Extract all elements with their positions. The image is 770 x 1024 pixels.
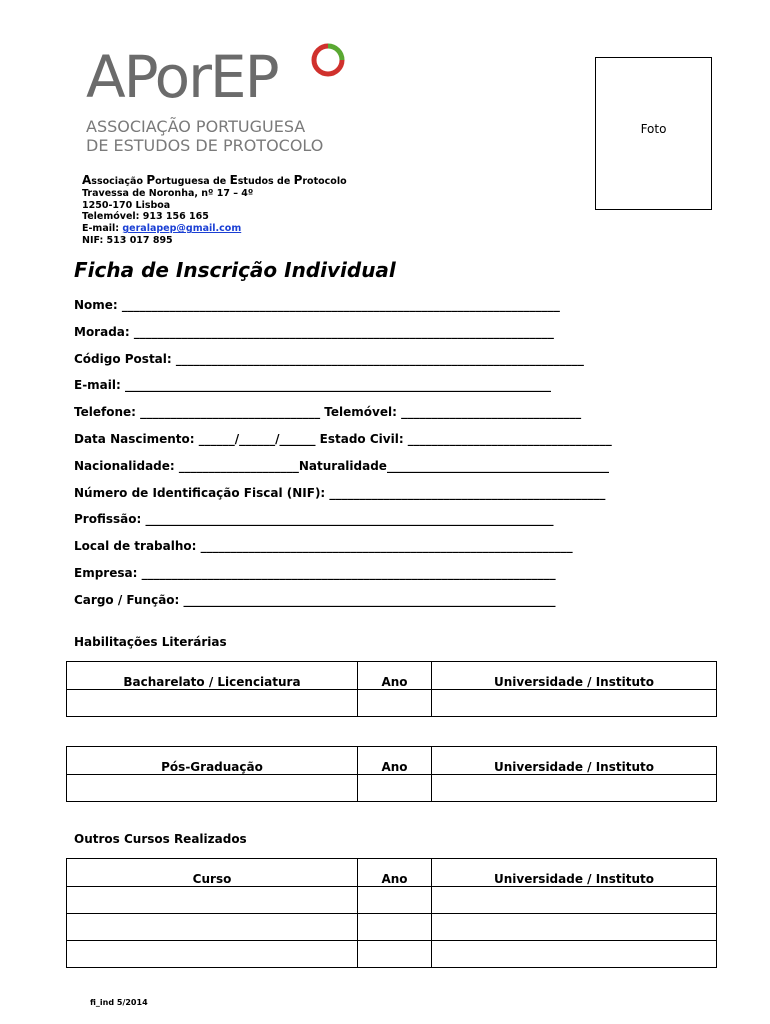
col-header-universidade: Universidade / Instituto	[432, 747, 717, 775]
field-nome[interactable]: Nome: _________________________________________________________________________	[74, 298, 560, 312]
field-morada[interactable]: Morada: ______________________________________________________________________	[74, 325, 554, 339]
org-initial-e: E	[229, 173, 238, 187]
address-mobile: Telemóvel: 913 156 165	[82, 211, 209, 223]
address-nif: NIF: 513 017 895	[82, 234, 173, 246]
field-telefone-telemovel[interactable]: Telefone: ______________________________ Telemóvel: ______________________________	[74, 405, 582, 419]
logo-wordmark: APorEP	[86, 43, 278, 111]
table-cell[interactable]	[67, 887, 358, 914]
organization-name	[82, 175, 347, 188]
col-header-ano: Ano	[358, 662, 432, 690]
photo-box	[595, 57, 712, 210]
field-nascimento-estado-civil[interactable]: Data Nascimento: ______/______/______ Estado Civil: __________________________________	[74, 432, 612, 446]
address-postal: 1250-170 Lisboa	[82, 199, 171, 211]
table-licenciatura	[66, 661, 717, 717]
table-cell[interactable]	[67, 690, 358, 717]
field-email[interactable]: E-mail: _______________________________________________________________________	[74, 378, 551, 392]
form-title: Ficha de Inscrição Individual	[74, 258, 396, 282]
org-initial-a: A	[82, 173, 92, 187]
field-profissao[interactable]: Profissão: ____________________________________________________________________	[74, 512, 554, 526]
col-header-ano: Ano	[358, 747, 432, 775]
email-label: E-mail:	[82, 223, 123, 235]
table-cell[interactable]	[358, 914, 432, 941]
section-habilitacoes-heading: Habilitações Literárias	[74, 635, 227, 649]
section-outros-cursos-heading: Outros Cursos Realizados	[74, 832, 247, 846]
photo-label: Foto	[640, 122, 667, 136]
table-cell[interactable]	[358, 775, 432, 802]
org-initial-p2: P	[293, 173, 303, 187]
table-header-row	[67, 859, 717, 887]
table-pos-graduacao	[66, 746, 717, 802]
org-text-2: ortuguesa de	[155, 176, 230, 187]
org-text-3: studos de	[237, 176, 294, 187]
table-cell[interactable]	[67, 775, 358, 802]
table-row	[67, 941, 717, 968]
field-nacionalidade-naturalidade[interactable]: Nacionalidade: ____________________Naturalidade_____________________________________	[74, 459, 609, 473]
col-header-ano: Ano	[358, 859, 432, 887]
org-initial-p: P	[146, 173, 156, 187]
table-header-row	[67, 662, 717, 690]
col-header-licenciatura: Bacharelato / Licenciatura	[67, 662, 358, 690]
table-header-row	[67, 747, 717, 775]
table-cell[interactable]	[432, 775, 717, 802]
field-nif[interactable]: Número de Identificação Fiscal (NIF): ______________________________________________	[74, 486, 606, 500]
field-codigo-postal[interactable]: Código Postal: ____________________________________________________________________	[74, 352, 584, 366]
table-cell[interactable]	[432, 690, 717, 717]
org-text-1: ssociação	[91, 176, 147, 187]
table-cell[interactable]	[358, 690, 432, 717]
address-block	[82, 175, 347, 247]
table-row	[67, 690, 717, 717]
table-cell[interactable]	[67, 914, 358, 941]
table-row	[67, 775, 717, 802]
field-cargo-funcao[interactable]: Cargo / Função: ______________________________________________________________	[74, 593, 556, 607]
col-header-universidade: Universidade / Instituto	[432, 662, 717, 690]
logo-subtitle	[86, 117, 323, 155]
col-header-curso: Curso	[67, 859, 358, 887]
col-header-universidade: Universidade / Instituto	[432, 859, 717, 887]
org-text-4: rotocolo	[302, 176, 347, 187]
table-cell[interactable]	[432, 914, 717, 941]
table-outros-cursos	[66, 858, 717, 968]
field-local-trabalho[interactable]: Local de trabalho: ______________________________________________________________	[74, 539, 573, 553]
logo-subtitle-line2: DE ESTUDOS DE PROTOCOLO	[86, 136, 324, 155]
table-cell[interactable]	[432, 941, 717, 968]
table-cell[interactable]	[358, 887, 432, 914]
table-cell[interactable]	[67, 941, 358, 968]
field-empresa[interactable]: Empresa: _____________________________________________________________________	[74, 566, 556, 580]
table-cell[interactable]	[358, 941, 432, 968]
table-row	[67, 887, 717, 914]
email-link[interactable]: geralapep@gmail.com	[122, 223, 242, 235]
address-street: Travessa de Noronha, nº 17 – 4º	[82, 187, 254, 199]
col-header-pos-graduacao: Pós-Graduação	[67, 747, 358, 775]
logo-ring-icon	[310, 42, 346, 78]
address-email-row	[82, 223, 347, 235]
logo-subtitle-line1: ASSOCIAÇÃO PORTUGUESA	[86, 117, 306, 136]
table-cell[interactable]	[432, 887, 717, 914]
table-row	[67, 914, 717, 941]
footer-code: fi_ind 5/2014	[90, 998, 148, 1007]
